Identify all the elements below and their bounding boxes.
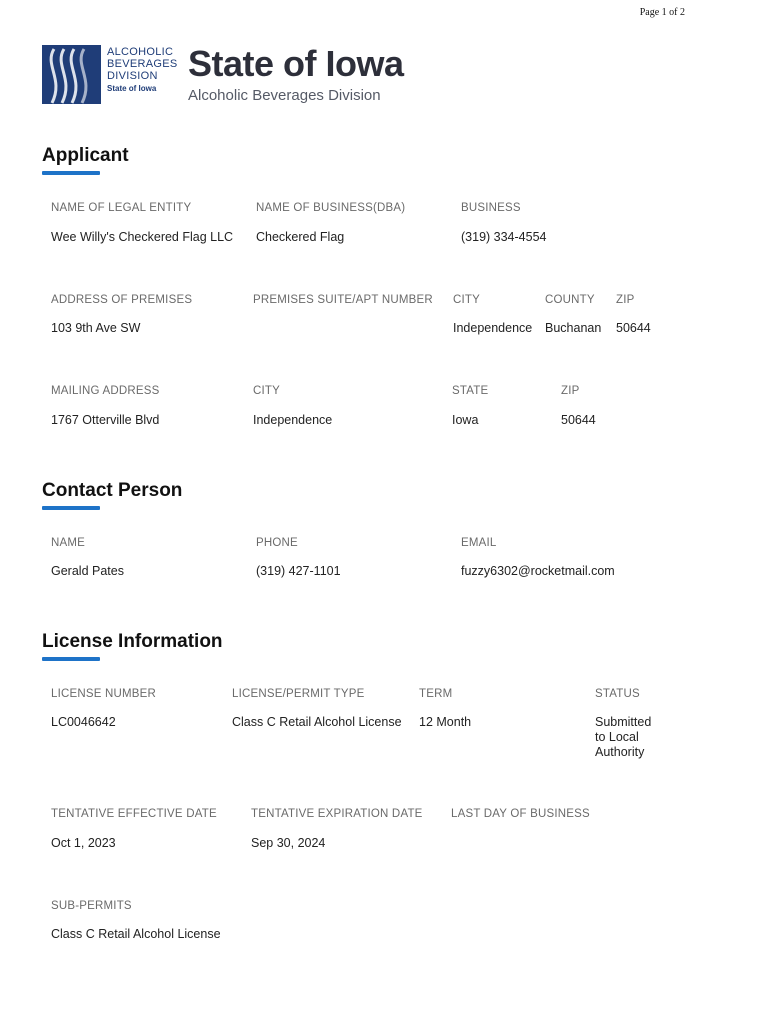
mailing-state-value: Iowa [452, 413, 479, 427]
brand-title: State of Iowa [188, 43, 404, 84]
dba-value: Checkered Flag [256, 230, 345, 244]
legal-entity-label: NAME OF LEGAL ENTITY [51, 202, 192, 214]
effective-date-label: TENTATIVE EFFECTIVE DATE [51, 808, 217, 820]
sub-permits-value: Class C Retail Alcohol License [51, 927, 221, 941]
term-value: 12 Month [419, 715, 472, 729]
dba-label: NAME OF BUSINESS(DBA) [256, 202, 406, 214]
sub-permits-label: SUB-PERMITS [51, 900, 132, 912]
mailing-address-label: MAILING ADDRESS [51, 385, 160, 397]
contact-name-value: Gerald Pates [51, 564, 124, 578]
city-label: CITY [453, 294, 480, 306]
premises-address-label: ADDRESS OF PREMISES [51, 294, 193, 306]
logo-line: ALCOHOLIC [107, 46, 174, 58]
contact-email-label: EMAIL [461, 537, 497, 549]
business-label: BUSINESS [461, 202, 521, 214]
expiration-date-label: TENTATIVE EXPIRATION DATE [251, 808, 423, 820]
brand-subtitle: Alcoholic Beverages Division [188, 87, 381, 104]
logo-line: BEVERAGES [107, 58, 178, 70]
applicant-heading: Applicant [42, 145, 129, 166]
county-label: COUNTY [545, 294, 595, 306]
contact-phone-label: PHONE [256, 537, 298, 549]
logo-line: DIVISION [107, 70, 158, 82]
premises-address-value: 103 9th Ave SW [51, 321, 141, 335]
license-type-value: Class C Retail Alcohol License [232, 715, 402, 729]
zip-value: 50644 [616, 321, 651, 335]
abd-logo-icon [42, 45, 101, 104]
mailing-state-label: STATE [452, 385, 489, 397]
mailing-zip-label: ZIP [561, 385, 580, 397]
contact-email-value: fuzzy6302@rocketmail.com [461, 564, 615, 578]
contact-heading: Contact Person [42, 480, 183, 501]
legal-entity-value: Wee Willy's Checkered Flag LLC [51, 230, 234, 244]
mailing-address-value: 1767 Otterville Blvd [51, 413, 160, 427]
contact-underline [42, 506, 100, 510]
contact-phone-value: (319) 427-1101 [256, 564, 341, 578]
mailing-city-label: CITY [253, 385, 280, 397]
zip-label: ZIP [616, 294, 635, 306]
license-number-label: LICENSE NUMBER [51, 688, 157, 700]
effective-date-value: Oct 1, 2023 [51, 836, 116, 850]
logo-state: State of Iowa [107, 84, 157, 93]
license-type-label: LICENSE/PERMIT TYPE [232, 688, 365, 700]
expiration-date-value: Sep 30, 2024 [251, 836, 326, 850]
logo-wordmark [107, 46, 178, 95]
mailing-city-value: Independence [253, 413, 333, 427]
suite-label: PREMISES SUITE/APT NUMBER [253, 294, 433, 306]
status-value: Submitted to Local Authority [595, 715, 652, 759]
license-number-value: LC0046642 [51, 715, 116, 729]
license-heading: License Information [42, 631, 223, 652]
status-label: STATUS [595, 688, 640, 700]
contact-name-label: NAME [51, 537, 86, 549]
applicant-underline [42, 171, 100, 175]
business-value: (319) 334-4554 [461, 230, 547, 244]
city-value: Independence [453, 321, 533, 335]
mailing-zip-value: 50644 [561, 413, 596, 427]
term-label: TERM [419, 688, 453, 700]
county-value: Buchanan [545, 321, 602, 335]
page-number: Page 1 of 2 [639, 7, 685, 18]
last-day-label: LAST DAY OF BUSINESS [451, 808, 590, 820]
license-underline [42, 657, 100, 661]
